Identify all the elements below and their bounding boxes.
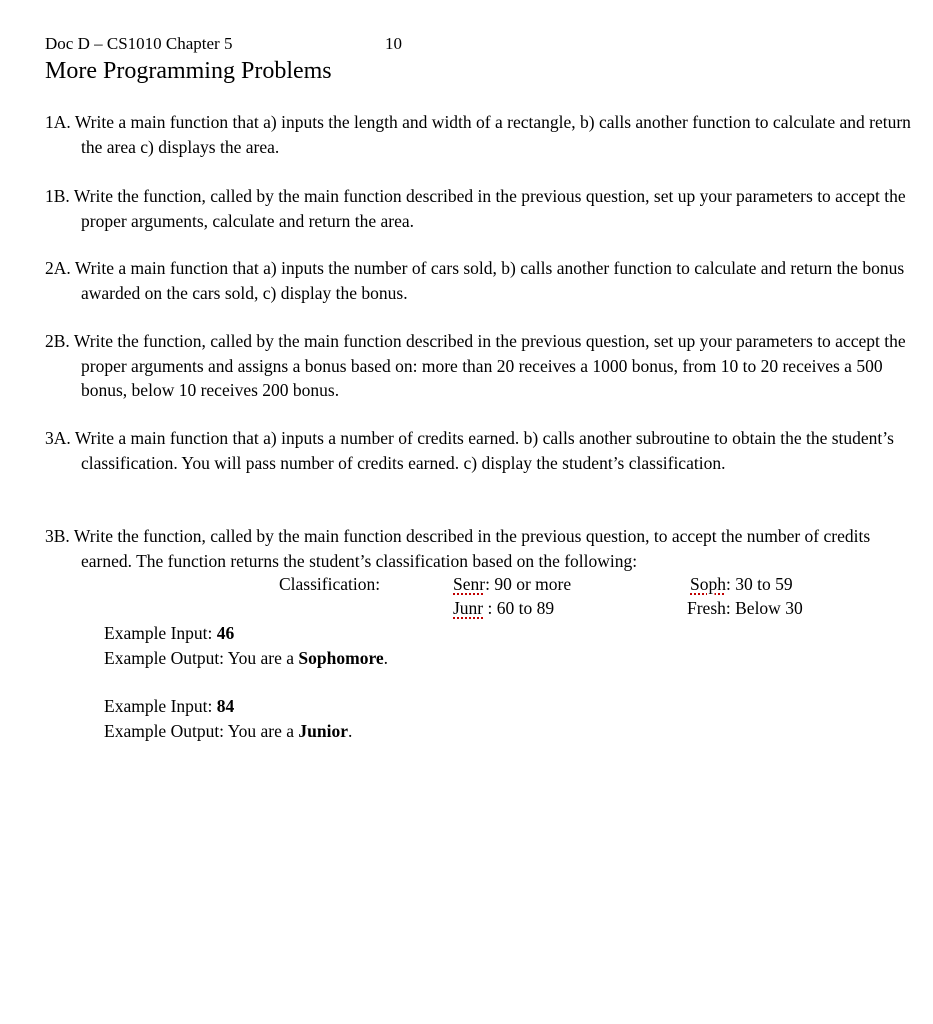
example-output-label: Example Output: You are a — [104, 721, 299, 741]
soph-abbr: Soph — [690, 574, 726, 594]
problem-label: 1A. — [45, 112, 71, 132]
problem-text: Write the function, called by the main function described in the previous question, to accept the number of credits earned. The function returns the student’s classification based on the following: — [73, 526, 871, 571]
problem-3b — [45, 524, 915, 573]
problem-text: Write a main function that a) inputs the length and width of a rectangle, b) calls another function to calculate and return the area c) displays the area. — [74, 112, 911, 157]
example-output-label: Example Output: You are a — [104, 648, 299, 668]
page-title: More Programming Problems — [45, 58, 332, 84]
problem-1b — [45, 184, 915, 233]
example-1-input — [104, 621, 234, 646]
soph-range: : 30 to 59 — [725, 574, 793, 594]
classification-heading: Classification: — [279, 574, 381, 594]
problem-label: 2A. — [45, 258, 71, 278]
example-output-end: . — [348, 721, 353, 741]
example-2-output — [104, 719, 352, 744]
example-output-value: Junior — [298, 721, 349, 741]
problem-text: Write a main function that a) inputs a number of credits earned. b) calls another subroutine to obtain the the student’s classification. You will pass number of credits earned. c) display the student’s classification. — [74, 428, 894, 473]
junr-range: : 60 to 89 — [483, 598, 555, 618]
problem-3a — [45, 426, 915, 475]
problem-text: Write the function, called by the main function described in the previous question, set up your parameters to accept the proper arguments, calculate and return the area. — [73, 186, 906, 231]
example-2-input — [104, 694, 234, 719]
classification-junior — [453, 596, 554, 621]
example-input-value: 46 — [216, 623, 235, 643]
example-output-end: . — [383, 648, 389, 668]
problem-text: Write a main function that a) inputs the number of cars sold, b) calls another function to calculate and return the bonus awarded on the cars sold, c) display the bonus. — [74, 258, 905, 303]
example-input-label: Example Input: — [104, 623, 217, 643]
problem-2a — [45, 256, 915, 305]
problem-label: 2B. — [45, 331, 70, 351]
example-1-output — [104, 646, 388, 671]
classification-sophomore — [690, 572, 793, 597]
senr-abbr: Senr — [453, 574, 486, 594]
senr-range: : 90 or more — [485, 574, 572, 594]
problem-1a — [45, 110, 915, 159]
example-input-value: 84 — [216, 696, 235, 716]
page-number: 10 — [385, 34, 402, 53]
classification-senior — [453, 572, 571, 597]
problem-label: 1B. — [45, 186, 70, 206]
junr-abbr: Junr — [453, 598, 484, 618]
example-output-value: Sophomore — [298, 648, 384, 668]
example-input-label: Example Input: — [104, 696, 217, 716]
document-id: Doc D – CS1010 Chapter 5 — [45, 34, 233, 53]
problem-text: Write the function, called by the main function described in the previous question, set up your parameters to accept the proper arguments and assigns a bonus based on: more than 20 receives a 1000 bonus, from 10 to 20 receives a 500 bonus, below 10 receives 200 bonus. — [73, 331, 906, 400]
problem-label: 3A. — [45, 428, 71, 448]
problem-label: 3B. — [45, 526, 70, 546]
classification-freshman: Fresh: Below 30 — [687, 598, 803, 618]
problem-2b — [45, 329, 915, 403]
